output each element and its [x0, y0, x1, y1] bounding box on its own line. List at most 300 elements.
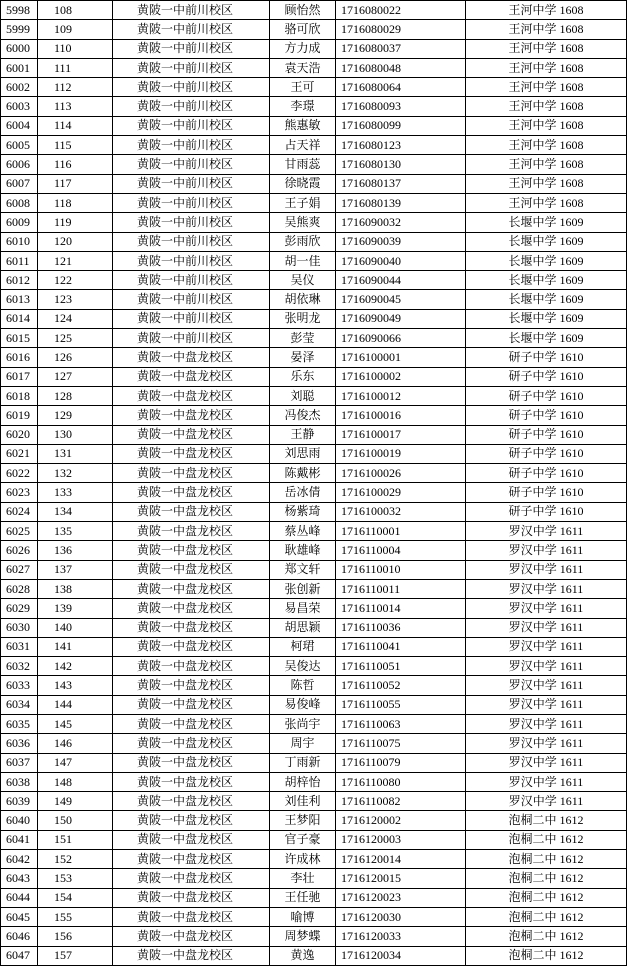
row-index-cell: 6037	[1, 753, 38, 772]
sequence-cell: 153	[38, 869, 113, 888]
sequence-cell: 111	[38, 58, 113, 77]
school-cell: 黄陂一中盘龙校区	[113, 753, 270, 772]
class-cell: 研子中学 1610	[466, 425, 627, 444]
table-row	[1, 792, 627, 811]
sequence-cell: 135	[38, 522, 113, 541]
sequence-cell: 147	[38, 753, 113, 772]
sequence-cell: 115	[38, 136, 113, 155]
table-row	[1, 946, 627, 965]
student-id-cell: 1716100029	[336, 483, 466, 502]
row-index-cell: 6041	[1, 830, 38, 849]
school-cell: 黄陂一中前川校区	[113, 78, 270, 97]
class-cell: 罗汉中学 1611	[466, 637, 627, 656]
row-index-cell: 6036	[1, 734, 38, 753]
school-cell: 黄陂一中盘龙校区	[113, 541, 270, 560]
student-id-cell: 1716110052	[336, 676, 466, 695]
student-id-cell: 1716110011	[336, 579, 466, 598]
sequence-cell: 117	[38, 174, 113, 193]
sequence-cell: 131	[38, 444, 113, 463]
class-cell: 泡桐二中 1612	[466, 869, 627, 888]
sequence-cell: 122	[38, 271, 113, 290]
sequence-cell: 110	[38, 39, 113, 58]
table-row	[1, 888, 627, 907]
sequence-cell: 133	[38, 483, 113, 502]
school-cell: 黄陂一中盘龙校区	[113, 850, 270, 869]
row-index-cell: 6025	[1, 522, 38, 541]
sequence-cell: 124	[38, 309, 113, 328]
table-row	[1, 483, 627, 502]
school-cell: 黄陂一中盘龙校区	[113, 888, 270, 907]
student-id-cell: 1716110001	[336, 522, 466, 541]
table-row	[1, 907, 627, 926]
row-index-cell: 6032	[1, 657, 38, 676]
sequence-cell: 146	[38, 734, 113, 753]
row-index-cell: 6029	[1, 599, 38, 618]
student-id-cell: 1716100026	[336, 464, 466, 483]
name-cell: 胡思颖	[270, 618, 336, 637]
school-cell: 黄陂一中盘龙校区	[113, 792, 270, 811]
table-row	[1, 174, 627, 193]
class-cell: 王河中学 1608	[466, 193, 627, 212]
sequence-cell: 128	[38, 386, 113, 405]
class-cell: 罗汉中学 1611	[466, 734, 627, 753]
sequence-cell: 127	[38, 367, 113, 386]
student-id-cell: 1716100001	[336, 348, 466, 367]
student-id-cell: 1716100032	[336, 502, 466, 521]
school-cell: 黄陂一中盘龙校区	[113, 579, 270, 598]
row-index-cell: 6045	[1, 907, 38, 926]
table-row	[1, 830, 627, 849]
row-index-cell: 6001	[1, 58, 38, 77]
class-cell: 罗汉中学 1611	[466, 657, 627, 676]
name-cell: 吴熊爽	[270, 213, 336, 232]
student-id-cell: 1716080029	[336, 20, 466, 39]
class-cell: 罗汉中学 1611	[466, 676, 627, 695]
table-row	[1, 541, 627, 560]
school-cell: 黄陂一中盘龙校区	[113, 830, 270, 849]
school-cell: 黄陂一中盘龙校区	[113, 386, 270, 405]
row-index-cell: 6035	[1, 714, 38, 733]
name-cell: 冯俊杰	[270, 406, 336, 425]
name-cell: 甘雨蕊	[270, 155, 336, 174]
table-row	[1, 502, 627, 521]
class-cell: 王河中学 1608	[466, 136, 627, 155]
sequence-cell: 121	[38, 251, 113, 270]
sequence-cell: 141	[38, 637, 113, 656]
sequence-cell: 155	[38, 907, 113, 926]
table-row	[1, 251, 627, 270]
student-id-cell: 1716100002	[336, 367, 466, 386]
class-cell: 王河中学 1608	[466, 1, 627, 20]
student-id-cell: 1716110080	[336, 772, 466, 791]
name-cell: 王梦阳	[270, 811, 336, 830]
class-cell: 王河中学 1608	[466, 97, 627, 116]
school-cell: 黄陂一中前川校区	[113, 58, 270, 77]
table-row	[1, 386, 627, 405]
class-cell: 罗汉中学 1611	[466, 541, 627, 560]
table-row	[1, 444, 627, 463]
row-index-cell: 6043	[1, 869, 38, 888]
name-cell: 顾怡然	[270, 1, 336, 20]
class-cell: 罗汉中学 1611	[466, 579, 627, 598]
sequence-cell: 134	[38, 502, 113, 521]
row-index-cell: 6042	[1, 850, 38, 869]
class-cell: 长堰中学 1609	[466, 213, 627, 232]
name-cell: 彭莹	[270, 329, 336, 348]
class-cell: 研子中学 1610	[466, 406, 627, 425]
row-index-cell: 6033	[1, 676, 38, 695]
row-index-cell: 6002	[1, 78, 38, 97]
table-row	[1, 136, 627, 155]
sequence-cell: 150	[38, 811, 113, 830]
sequence-cell: 144	[38, 695, 113, 714]
row-index-cell: 6038	[1, 772, 38, 791]
school-cell: 黄陂一中盘龙校区	[113, 811, 270, 830]
student-id-cell: 1716090039	[336, 232, 466, 251]
student-id-cell: 1716100017	[336, 425, 466, 444]
student-id-cell: 1716090066	[336, 329, 466, 348]
table-row	[1, 271, 627, 290]
table-row	[1, 348, 627, 367]
class-cell: 长堰中学 1609	[466, 290, 627, 309]
row-index-cell: 6013	[1, 290, 38, 309]
table-row	[1, 927, 627, 946]
student-id-cell: 1716120033	[336, 927, 466, 946]
school-cell: 黄陂一中盘龙校区	[113, 522, 270, 541]
name-cell: 张尚宇	[270, 714, 336, 733]
name-cell: 陈哲	[270, 676, 336, 695]
sequence-cell: 112	[38, 78, 113, 97]
table-row	[1, 599, 627, 618]
row-index-cell: 6024	[1, 502, 38, 521]
table-row	[1, 772, 627, 791]
row-index-cell: 6018	[1, 386, 38, 405]
sequence-cell: 119	[38, 213, 113, 232]
sequence-cell: 126	[38, 348, 113, 367]
table-row	[1, 714, 627, 733]
sequence-cell: 114	[38, 116, 113, 135]
student-id-cell: 1716110014	[336, 599, 466, 618]
class-cell: 泡桐二中 1612	[466, 850, 627, 869]
class-cell: 王河中学 1608	[466, 155, 627, 174]
name-cell: 李璟	[270, 97, 336, 116]
student-id-cell: 1716090032	[336, 213, 466, 232]
student-id-cell: 1716080137	[336, 174, 466, 193]
sequence-cell: 108	[38, 1, 113, 20]
sequence-cell: 142	[38, 657, 113, 676]
row-index-cell: 6028	[1, 579, 38, 598]
class-cell: 罗汉中学 1611	[466, 714, 627, 733]
student-id-cell: 1716110004	[336, 541, 466, 560]
table-row	[1, 97, 627, 116]
class-cell: 罗汉中学 1611	[466, 560, 627, 579]
student-id-cell: 1716090044	[336, 271, 466, 290]
row-index-cell: 6026	[1, 541, 38, 560]
name-cell: 杨紫琦	[270, 502, 336, 521]
student-id-cell: 1716120030	[336, 907, 466, 926]
sequence-cell: 136	[38, 541, 113, 560]
name-cell: 刘聪	[270, 386, 336, 405]
class-cell: 研子中学 1610	[466, 367, 627, 386]
row-index-cell: 6014	[1, 309, 38, 328]
table-row	[1, 232, 627, 251]
student-id-cell: 1716110041	[336, 637, 466, 656]
name-cell: 徐晓霞	[270, 174, 336, 193]
school-cell: 黄陂一中前川校区	[113, 116, 270, 135]
row-index-cell: 6044	[1, 888, 38, 907]
school-cell: 黄陂一中前川校区	[113, 213, 270, 232]
sequence-cell: 129	[38, 406, 113, 425]
class-cell: 研子中学 1610	[466, 348, 627, 367]
name-cell: 岳冰倩	[270, 483, 336, 502]
sequence-cell: 152	[38, 850, 113, 869]
row-index-cell: 6008	[1, 193, 38, 212]
name-cell: 方力成	[270, 39, 336, 58]
name-cell: 张创新	[270, 579, 336, 598]
row-index-cell: 5998	[1, 1, 38, 20]
student-id-cell: 1716110063	[336, 714, 466, 733]
name-cell: 丁雨新	[270, 753, 336, 772]
student-id-cell: 1716100016	[336, 406, 466, 425]
row-index-cell: 6021	[1, 444, 38, 463]
sequence-cell: 149	[38, 792, 113, 811]
row-index-cell: 6030	[1, 618, 38, 637]
table-row	[1, 290, 627, 309]
class-cell: 王河中学 1608	[466, 20, 627, 39]
table-row	[1, 522, 627, 541]
row-index-cell: 6000	[1, 39, 38, 58]
student-id-cell: 1716120003	[336, 830, 466, 849]
school-cell: 黄陂一中盘龙校区	[113, 444, 270, 463]
class-cell: 研子中学 1610	[466, 502, 627, 521]
name-cell: 张明龙	[270, 309, 336, 328]
class-cell: 研子中学 1610	[466, 483, 627, 502]
name-cell: 袁天浩	[270, 58, 336, 77]
school-cell: 黄陂一中前川校区	[113, 271, 270, 290]
table-row	[1, 869, 627, 888]
name-cell: 耿雄峰	[270, 541, 336, 560]
sequence-cell: 139	[38, 599, 113, 618]
name-cell: 熊惠敏	[270, 116, 336, 135]
student-id-cell: 1716110051	[336, 657, 466, 676]
school-cell: 黄陂一中盘龙校区	[113, 406, 270, 425]
student-id-cell: 1716080022	[336, 1, 466, 20]
student-id-cell: 1716110055	[336, 695, 466, 714]
table-row	[1, 464, 627, 483]
table-body	[1, 1, 627, 966]
row-index-cell: 6047	[1, 946, 38, 965]
name-cell: 郑文轩	[270, 560, 336, 579]
student-id-cell: 1716080093	[336, 97, 466, 116]
row-index-cell: 6007	[1, 174, 38, 193]
school-cell: 黄陂一中前川校区	[113, 290, 270, 309]
sequence-cell: 116	[38, 155, 113, 174]
sequence-cell: 138	[38, 579, 113, 598]
student-id-cell: 1716080123	[336, 136, 466, 155]
school-cell: 黄陂一中前川校区	[113, 251, 270, 270]
row-index-cell: 6027	[1, 560, 38, 579]
student-id-cell: 1716110082	[336, 792, 466, 811]
class-cell: 研子中学 1610	[466, 386, 627, 405]
school-cell: 黄陂一中前川校区	[113, 136, 270, 155]
class-cell: 罗汉中学 1611	[466, 618, 627, 637]
table-row	[1, 329, 627, 348]
class-cell: 研子中学 1610	[466, 464, 627, 483]
name-cell: 胡依琳	[270, 290, 336, 309]
sequence-cell: 148	[38, 772, 113, 791]
row-index-cell: 6017	[1, 367, 38, 386]
name-cell: 刘思雨	[270, 444, 336, 463]
name-cell: 吴俊达	[270, 657, 336, 676]
school-cell: 黄陂一中盘龙校区	[113, 618, 270, 637]
class-cell: 王河中学 1608	[466, 78, 627, 97]
row-index-cell: 6031	[1, 637, 38, 656]
sequence-cell: 145	[38, 714, 113, 733]
class-cell: 罗汉中学 1611	[466, 772, 627, 791]
school-cell: 黄陂一中盘龙校区	[113, 560, 270, 579]
class-cell: 长堰中学 1609	[466, 309, 627, 328]
table-row	[1, 811, 627, 830]
table-row	[1, 116, 627, 135]
school-cell: 黄陂一中前川校区	[113, 155, 270, 174]
table-row	[1, 193, 627, 212]
school-cell: 黄陂一中盘龙校区	[113, 502, 270, 521]
student-id-cell: 1716110010	[336, 560, 466, 579]
student-id-cell: 1716080139	[336, 193, 466, 212]
school-cell: 黄陂一中前川校区	[113, 309, 270, 328]
class-cell: 长堰中学 1609	[466, 271, 627, 290]
name-cell: 占天祥	[270, 136, 336, 155]
class-cell: 泡桐二中 1612	[466, 907, 627, 926]
row-index-cell: 6039	[1, 792, 38, 811]
sequence-cell: 137	[38, 560, 113, 579]
student-id-cell: 1716110036	[336, 618, 466, 637]
class-cell: 长堰中学 1609	[466, 232, 627, 251]
name-cell: 吴仪	[270, 271, 336, 290]
table-row	[1, 406, 627, 425]
school-cell: 黄陂一中盘龙校区	[113, 772, 270, 791]
student-id-cell: 1716110075	[336, 734, 466, 753]
row-index-cell: 6005	[1, 136, 38, 155]
class-cell: 长堰中学 1609	[466, 251, 627, 270]
row-index-cell: 6023	[1, 483, 38, 502]
sequence-cell: 143	[38, 676, 113, 695]
school-cell: 黄陂一中前川校区	[113, 174, 270, 193]
name-cell: 柯珺	[270, 637, 336, 656]
student-id-cell: 1716120034	[336, 946, 466, 965]
sequence-cell: 109	[38, 20, 113, 39]
student-id-cell: 1716080064	[336, 78, 466, 97]
school-cell: 黄陂一中前川校区	[113, 232, 270, 251]
table-row	[1, 657, 627, 676]
school-cell: 黄陂一中盘龙校区	[113, 425, 270, 444]
name-cell: 陈戴彬	[270, 464, 336, 483]
name-cell: 李壮	[270, 869, 336, 888]
table-row	[1, 78, 627, 97]
name-cell: 晏泽	[270, 348, 336, 367]
sequence-cell: 125	[38, 329, 113, 348]
row-index-cell: 5999	[1, 20, 38, 39]
row-index-cell: 6040	[1, 811, 38, 830]
class-cell: 泡桐二中 1612	[466, 830, 627, 849]
table-row	[1, 155, 627, 174]
sequence-cell: 156	[38, 927, 113, 946]
student-id-cell: 1716090045	[336, 290, 466, 309]
school-cell: 黄陂一中盘龙校区	[113, 464, 270, 483]
table-row	[1, 637, 627, 656]
school-cell: 黄陂一中盘龙校区	[113, 946, 270, 965]
row-index-cell: 6046	[1, 927, 38, 946]
school-cell: 黄陂一中盘龙校区	[113, 927, 270, 946]
table-row	[1, 676, 627, 695]
school-cell: 黄陂一中前川校区	[113, 39, 270, 58]
row-index-cell: 6009	[1, 213, 38, 232]
student-id-cell: 1716120014	[336, 850, 466, 869]
sequence-cell: 123	[38, 290, 113, 309]
name-cell: 王可	[270, 78, 336, 97]
student-id-cell: 1716090049	[336, 309, 466, 328]
school-cell: 黄陂一中前川校区	[113, 193, 270, 212]
student-id-cell: 1716110079	[336, 753, 466, 772]
school-cell: 黄陂一中盘龙校区	[113, 714, 270, 733]
name-cell: 彭雨欣	[270, 232, 336, 251]
row-index-cell: 6003	[1, 97, 38, 116]
name-cell: 王任驰	[270, 888, 336, 907]
class-cell: 泡桐二中 1612	[466, 946, 627, 965]
class-cell: 罗汉中学 1611	[466, 753, 627, 772]
sequence-cell: 140	[38, 618, 113, 637]
name-cell: 周宇	[270, 734, 336, 753]
sequence-cell: 130	[38, 425, 113, 444]
table-row	[1, 753, 627, 772]
class-cell: 罗汉中学 1611	[466, 792, 627, 811]
student-id-cell: 1716080099	[336, 116, 466, 135]
table-row	[1, 1, 627, 20]
class-cell: 罗汉中学 1611	[466, 695, 627, 714]
sequence-cell: 118	[38, 193, 113, 212]
name-cell: 王子娟	[270, 193, 336, 212]
school-cell: 黄陂一中盘龙校区	[113, 483, 270, 502]
sequence-cell: 120	[38, 232, 113, 251]
school-cell: 黄陂一中盘龙校区	[113, 637, 270, 656]
table-row	[1, 309, 627, 328]
table-row	[1, 618, 627, 637]
class-cell: 王河中学 1608	[466, 39, 627, 58]
school-cell: 黄陂一中前川校区	[113, 329, 270, 348]
sequence-cell: 157	[38, 946, 113, 965]
student-id-cell: 1716120023	[336, 888, 466, 907]
class-cell: 泡桐二中 1612	[466, 811, 627, 830]
school-cell: 黄陂一中盘龙校区	[113, 599, 270, 618]
class-cell: 王河中学 1608	[466, 116, 627, 135]
table-row	[1, 695, 627, 714]
school-cell: 黄陂一中前川校区	[113, 20, 270, 39]
name-cell: 胡梓怡	[270, 772, 336, 791]
table-row	[1, 39, 627, 58]
row-index-cell: 6020	[1, 425, 38, 444]
name-cell: 黄逸	[270, 946, 336, 965]
table-row	[1, 20, 627, 39]
name-cell: 蔡丛峰	[270, 522, 336, 541]
row-index-cell: 6004	[1, 116, 38, 135]
table-row	[1, 579, 627, 598]
sequence-cell: 113	[38, 97, 113, 116]
row-index-cell: 6011	[1, 251, 38, 270]
student-id-cell: 1716100019	[336, 444, 466, 463]
class-cell: 罗汉中学 1611	[466, 599, 627, 618]
student-id-cell: 1716090040	[336, 251, 466, 270]
table-row	[1, 367, 627, 386]
